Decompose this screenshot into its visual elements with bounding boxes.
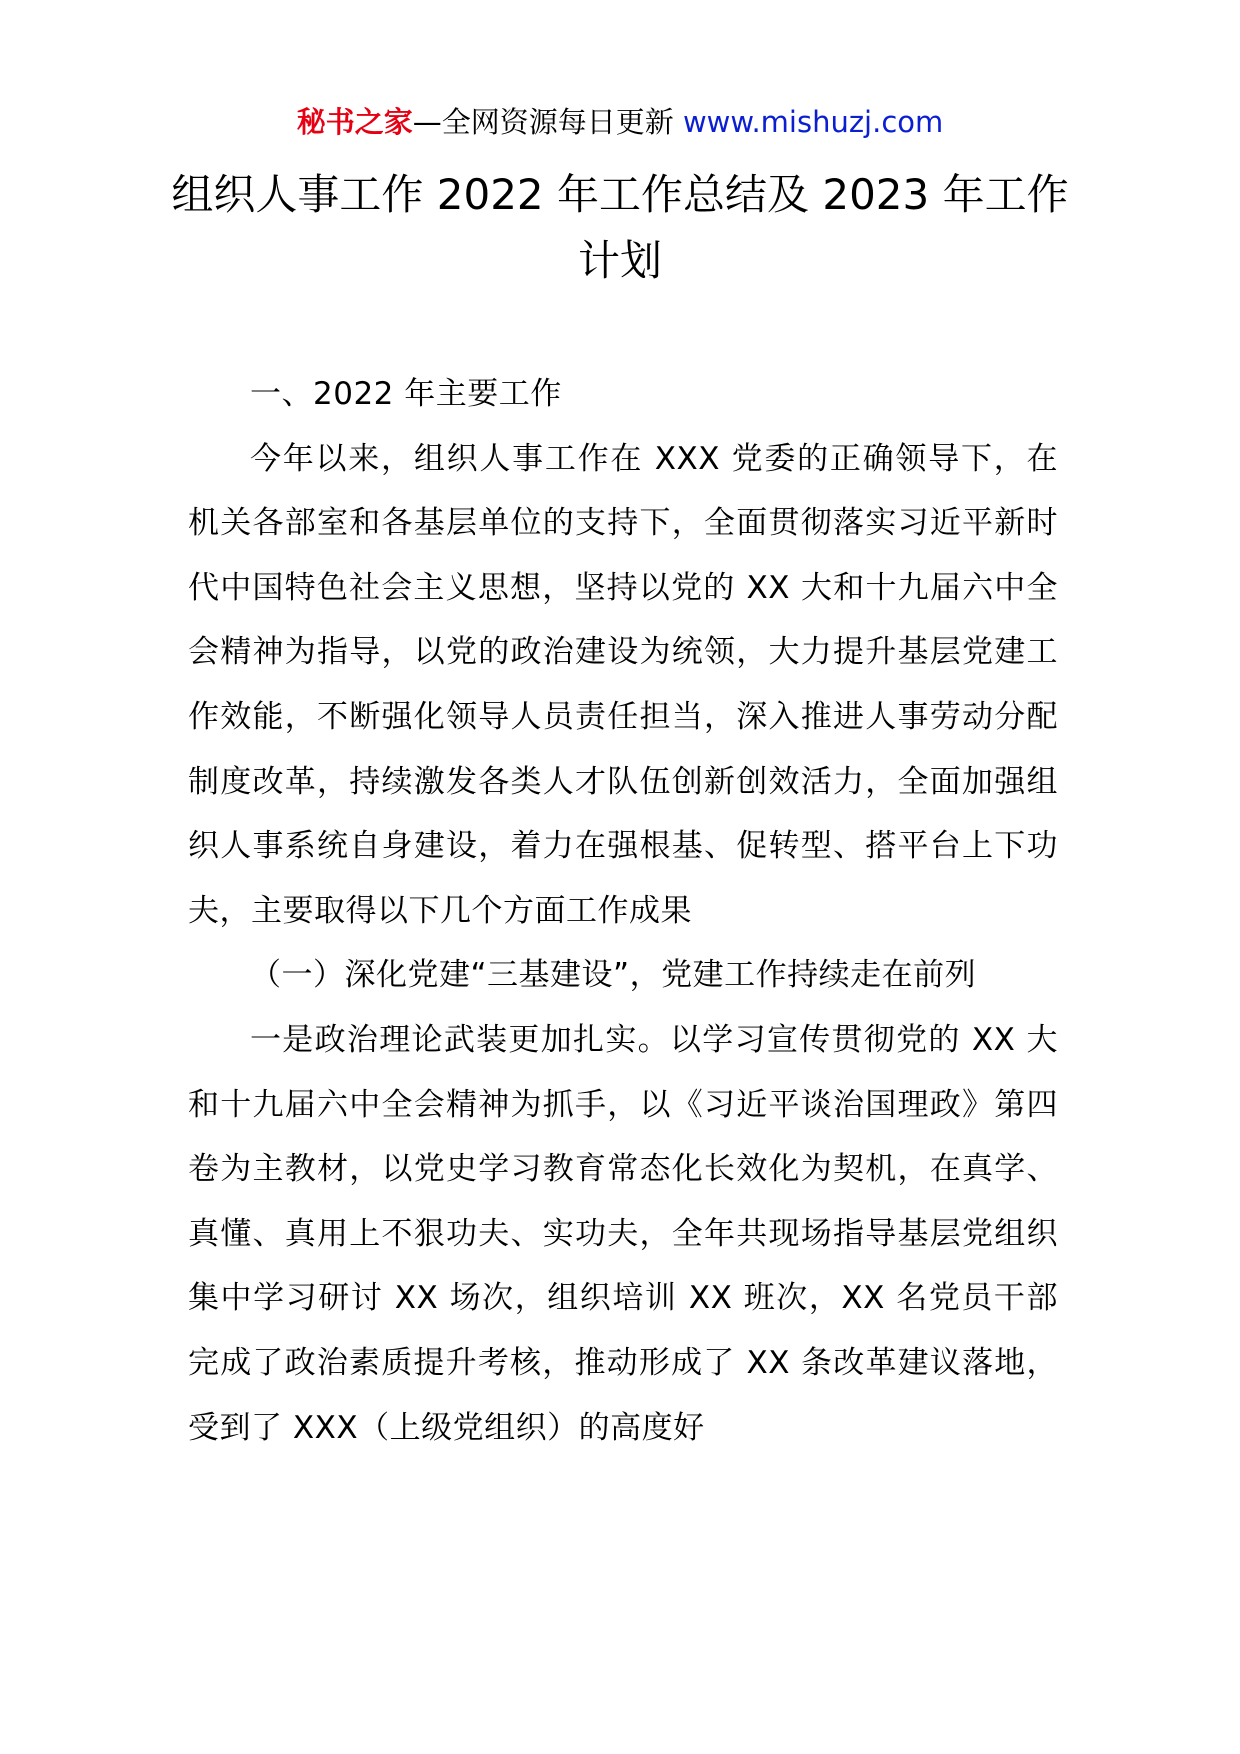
document-body xyxy=(188,362,1058,1460)
section-heading: 一、2022 年主要工作 xyxy=(250,376,562,412)
site-url-link[interactable]: www.mishuzj.com xyxy=(682,105,944,139)
body-paragraph: 今年以来，组织人事工作在 XXX 党委的正确领导下，在机关各部室和各基层单位的支持下，全面贯彻落实习近平新时代中国特色社会主义思想，坚持以党的 XX 大和十九届六中全会精神为指导，以党的政治建设为统领，大力提升基层党建工作效能，不断强化领导人员责任担当，深入推进人事劳动分配制度改革，持续激发各类人才队伍创新创效活力，全面加强组织人事系统自身建设，着力在强根基、促转型、搭平台上下功夫，主要取得以下几个方面工作成果 xyxy=(188,440,1058,929)
document-title: 组织人事工作 2022 年工作总结及 2023 年工作计划 xyxy=(171,170,1069,285)
subsection-heading: （一）深化党建“三基建设”，党建工作持续走在前列 xyxy=(250,957,977,994)
site-header-banner xyxy=(0,102,1240,142)
body-paragraph: 一是政治理论武装更加扎实。以学习宣传贯彻党的 XX 大和十九届六中全会精神为抓手，以《习近平谈治国理政》第四卷为主教材，以党史学习教育常态化长效化为契机，在真学、真懂、真用上不狠功夫、实功夫，全年共现场指导基层党组织集中学习研讨 XX 场次，组织培训 XX 班次，XX 名党员干部完成了政治素质提升考核，推动形成了 XX 条改革建议落地，受到了 XXX（上级党组织）的高度好 xyxy=(188,1021,1058,1446)
brand-name: 秘书之家 xyxy=(296,105,413,139)
header-slogan: —全网资源每日更新 xyxy=(412,105,683,139)
